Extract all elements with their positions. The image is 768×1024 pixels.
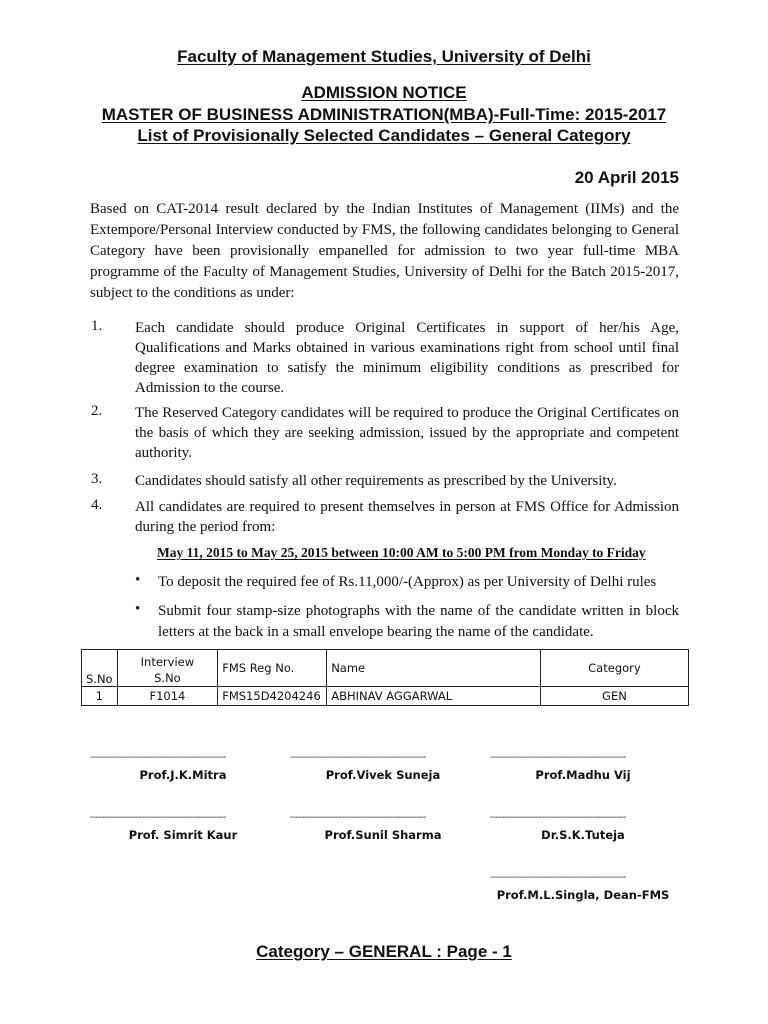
- cell-name: ABHINAV AGGARWAL: [327, 687, 541, 706]
- condition-number: 1.: [91, 318, 103, 334]
- signatory-name: Prof. Simrit Kaur: [128, 828, 238, 842]
- cell-interview-sno: F1014: [117, 687, 218, 706]
- bullet-icon: •: [135, 572, 141, 588]
- programme-title: MASTER OF BUSINESS ADMINISTRATION(MBA)-Full-Time: 2015-2017: [101, 105, 667, 124]
- header-reg-no: FMS Reg No.: [218, 650, 327, 687]
- bullet-icon: •: [135, 601, 141, 617]
- institution-title: Faculty of Management Studies, University of Delhi: [177, 47, 591, 66]
- condition-number: 3.: [91, 471, 103, 487]
- signatory-name: Prof.Madhu Vij: [535, 768, 631, 782]
- notice-title: ADMISSION NOTICE: [301, 83, 467, 102]
- signature-line: ------------------------------------------------: [290, 812, 426, 823]
- signatory-name: Dr.S.K.Tuteja: [541, 828, 625, 842]
- dean-name: Prof.M.L.Singla, Dean-FMS: [496, 888, 670, 902]
- signature-line: ------------------------------------------------: [290, 752, 426, 763]
- signature-line: ------------------------------------------------: [490, 872, 626, 883]
- condition-text: Candidates should satisfy all other requirements as prescribed by the University.: [135, 473, 617, 489]
- cell-category: GEN: [540, 687, 688, 706]
- condition-number: 4.: [91, 497, 103, 513]
- header-category: Category: [540, 650, 688, 687]
- condition-text: The Reserved Category candidates will be required to produce the Original Certificates on the basis of which they are seeking admission, issued by the appropriate and competent authority.: [135, 405, 679, 461]
- signatory-name: Prof.Sunil Sharma: [324, 828, 442, 842]
- signature-line: ------------------------------------------------: [90, 812, 226, 823]
- requirement-text: To deposit the required fee of Rs.11,000/-(Approx) as per University of Delhi rules: [158, 574, 657, 590]
- signature-line: ------------------------------------------------: [90, 752, 226, 763]
- header-interview-sno: [117, 650, 218, 687]
- table-header-row: [82, 650, 689, 687]
- intro-paragraph: Based on CAT-2014 result declared by the Indian Institutes of Management (IIMs) and the Extempore/Personal Interview conducted by FMS, the following candidates belonging to General Category have been provisionally empanelled for admission to two year full-time MBA programme of the Faculty of Management Studies, University of Delhi for the Batch 2015-2017, subject to the conditions as under:: [90, 201, 679, 301]
- signature-line: ------------------------------------------------: [490, 812, 626, 823]
- signatory-name: Prof.Vivek Suneja: [325, 768, 441, 782]
- header-name: Name: [327, 650, 541, 687]
- condition-text: Each candidate should produce Original Certificates in support of her/his Age, Qualifications and Marks obtained in various examinations right from school until final degree examination to satisfy the minimum eligibility conditions as prescribed for Admission to the course.: [135, 320, 679, 396]
- header-interview-line2: S.No: [154, 671, 181, 685]
- notice-date: 20 April 2015: [574, 168, 679, 187]
- condition-number: 2.: [91, 403, 103, 419]
- header-interview-line1: Interview: [140, 655, 195, 669]
- list-title: List of Provisionally Selected Candidates – General Category: [137, 126, 631, 145]
- header-sno: S.No: [82, 650, 118, 687]
- cell-reg-no: FMS15D4204246: [218, 687, 327, 706]
- requirement-text: Submit four stamp-size photographs with the name of the candidate written in block letters at the back in a small envelope bearing the name of the candidate.: [158, 603, 679, 640]
- admission-period: May 11, 2015 to May 25, 2015 between 10:00 AM to 5:00 PM from Monday to Friday: [157, 545, 646, 560]
- signatory-name: Prof.J.K.Mitra: [139, 768, 227, 782]
- condition-text: All candidates are required to present themselves in person at FMS Office for Admission during the period from:: [135, 499, 679, 535]
- page-footer: Category – GENERAL : Page - 1: [256, 942, 512, 961]
- cell-sno: 1: [82, 687, 118, 706]
- candidates-table: [81, 649, 689, 706]
- table-row: [82, 687, 689, 706]
- signature-line: ------------------------------------------------: [490, 752, 626, 763]
